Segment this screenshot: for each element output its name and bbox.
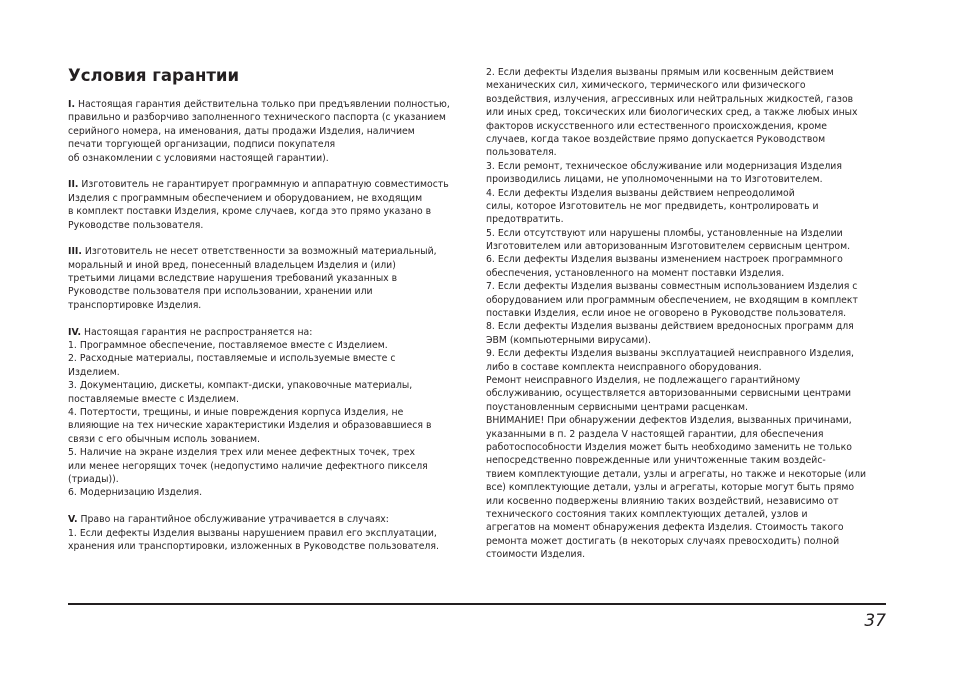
text-line: 6. Модернизацию Изделия.	[68, 487, 203, 499]
text-line: 4. Если дефекты Изделия вызваны действием непреодолимой	[486, 187, 795, 199]
text-line: поставки Изделия, если иное не оговорено в Руководстве пользователя.	[486, 308, 847, 320]
text-line: силы, которое Изготовитель не мог предвидеть, контролировать и	[486, 200, 819, 212]
section-text: Настоящая гарантия не распространяется на:	[83, 326, 313, 338]
text-line: все) комплектующие детали, узлы и агрегаты, которые могут быть прямо	[486, 482, 855, 494]
page-title: Условия гарантии	[68, 66, 240, 85]
text-line: факторов искусственного или естественного происхождения, кроме	[486, 120, 828, 132]
text-line: или иных сред, токсических или биологических сред, а также любых иных	[486, 107, 858, 119]
section-1	[68, 98, 470, 165]
text-line: 2. Расходные материалы, поставляемые и используемые вместе с	[68, 353, 396, 365]
text-line: либо в составе комплекта неисправного оборудования.	[486, 361, 762, 373]
text-line: 9. Если дефекты Изделия вызваны эксплуатацией неисправного Изделия,	[486, 348, 855, 360]
text-line: 5. Наличие на экране изделия трех или менее дефектных точек, трех	[68, 447, 415, 459]
text-line: ремонта может достигать (в некоторых случаях превосходить) полной	[486, 535, 840, 547]
section-number: II.	[68, 179, 79, 191]
text-line: правильно и разборчиво заполненного технического паспорта (с указанием	[68, 112, 446, 124]
section-4	[68, 326, 470, 500]
text-line: Ремонт неисправного Изделия, не подлежащего гарантийному	[486, 374, 801, 386]
text-line: Изделия с программным обеспечением и оборудованием, не входящим	[68, 192, 423, 204]
text-line: ЭВМ (компьютерными вирусами).	[486, 334, 652, 346]
text-line: хранения или транспортировки, изложенных в Руководстве пользователя.	[68, 540, 439, 552]
text-line: обслуживанию, осуществляется авторизованными сервисными центрами	[486, 388, 852, 400]
section-5	[68, 513, 470, 553]
text-line: механических сил, химического, термического или физического	[486, 80, 806, 92]
text-line: указанными в п. 2 раздела V настоящей гарантии, для обеспечения	[486, 428, 824, 440]
text-line: печати торгующей организации, подписи покупателя	[68, 139, 336, 151]
text-line: транспортировке Изделия.	[68, 299, 202, 311]
right-column	[486, 66, 888, 561]
section-number: V.	[68, 514, 78, 526]
text-line: пользователя.	[486, 147, 557, 159]
section-text: Право на гарантийное обслуживание утрачивается в случаях:	[80, 514, 389, 526]
text-line: (триады)).	[68, 473, 119, 485]
text-line: 7. Если дефекты Изделия вызваны совместным использованием Изделия с	[486, 281, 858, 293]
text-line: стоимости Изделия.	[486, 549, 586, 561]
text-line: 2. Если дефекты Изделия вызваны прямым или косвенным действием	[486, 67, 834, 78]
text-line: серийного номера, на именования, даты продажи Изделия, наличием	[68, 125, 415, 137]
section-number: IV.	[68, 326, 81, 338]
text-line: предотвратить.	[486, 214, 564, 226]
text-line: об ознакомлении с условиями настоящей гарантии).	[68, 152, 329, 164]
text-line: 1. Программное обеспечение, поставляемое вместе с Изделием.	[68, 340, 388, 352]
text-line	[68, 326, 470, 339]
text-line: 3. Документацию, дискеты, компакт-диски, упаковочные материалы,	[68, 380, 413, 392]
text-line	[68, 513, 470, 526]
text-line: 4. Потертости, трещины, и иные повреждения корпуса Изделия, не	[68, 406, 404, 418]
text-line: поставляемые вместе с Изделием.	[68, 393, 239, 405]
page-number: 37	[864, 611, 886, 631]
text-line: Руководстве пользователя.	[68, 219, 204, 231]
text-line: 3. Если ремонт, техническое обслуживание или модернизация Изделия	[486, 160, 842, 172]
text-line	[68, 245, 470, 258]
section-5-continued	[486, 66, 888, 561]
footer-divider	[68, 603, 886, 605]
text-line	[68, 98, 470, 111]
text-line	[68, 178, 470, 191]
text-line: 6. Если дефекты Изделия вызваны изменением настроек программного	[486, 254, 843, 266]
text-line: 1. Если дефекты Изделия вызваны нарушением правил его эксплуатации,	[68, 527, 437, 539]
text-line: Изготовителем или авторизованным Изготовителем сервисным центром.	[486, 241, 851, 253]
section-number: I.	[68, 99, 75, 110]
text-line: непосредственно поврежденные или уничтоженные таким воздейс-	[486, 455, 826, 467]
text-line: оборудованием или программным обеспечением, не входящим в комплект	[486, 294, 858, 306]
text-line: Изделием.	[68, 366, 120, 378]
section-number: III.	[68, 246, 82, 258]
text-line: случаев, когда такое воздействие прямо допускается Руководством	[486, 133, 826, 145]
text-line: или косвенно подвержены влиянию таких воздействий, независимо от	[486, 495, 839, 507]
text-line: работоспособности Изделия может быть необходимо заменить не только	[486, 441, 852, 453]
text-line: моральный и иной вред, понесенный владельцем Изделия и (или)	[68, 259, 396, 271]
left-column	[68, 66, 470, 553]
text-line: твием комплектующие детали, узлы и агрегаты, но также и некоторые (или	[486, 468, 867, 480]
text-line: технического состояния таких комплектующих деталей, узлов и	[486, 508, 808, 520]
text-line: в комплект поставки Изделия, кроме случаев, когда это прямо указано в	[68, 206, 432, 218]
text-line: поустановленным сервисными центрами расценкам.	[486, 401, 748, 413]
text-line: третьими лицами вследствие нарушения требований указанных в	[68, 273, 398, 285]
text-line: обеспечения, установленного на момент поставки Изделия.	[486, 267, 785, 279]
text-line: производились лицами, не уполномоченными на то Изготовителем.	[486, 174, 823, 186]
text-line: 8. Если дефекты Изделия вызваны действием вредоносных программ для	[486, 321, 854, 333]
section-3	[68, 245, 470, 312]
text-line: ВНИМАНИЕ! При обнаружении дефектов Изделия, вызванных причинами,	[486, 415, 852, 427]
text-line: агрегатов на момент обнаружения дефекта Изделия. Стоимость такого	[486, 522, 844, 534]
section-2	[68, 178, 470, 232]
text-line: связи с его обычным исполь зованием.	[68, 433, 260, 445]
text-line: воздействия, излучения, агрессивных или нейтральных жидкостей, газов	[486, 93, 854, 105]
text-line: Руководстве пользователя при использовании, хранении или	[68, 286, 373, 298]
section-text: Изготовитель не гарантирует программную и аппаратную совместимость	[81, 179, 449, 191]
text-line: влияющие на тех нические характеристики Изделия и образовавшиеся в	[68, 420, 432, 432]
text-line: 5. Если отсутствуют или нарушены пломбы, установленные на Изделии	[486, 227, 843, 239]
section-text: Изготовитель не несет ответственности за возможный материальный,	[84, 246, 437, 258]
section-text: Настоящая гарантия действительна только при предъявлении полностью,	[77, 99, 450, 110]
text-line: или менее негорящих точек (недопустимо наличие дефектного пикселя	[68, 460, 428, 472]
